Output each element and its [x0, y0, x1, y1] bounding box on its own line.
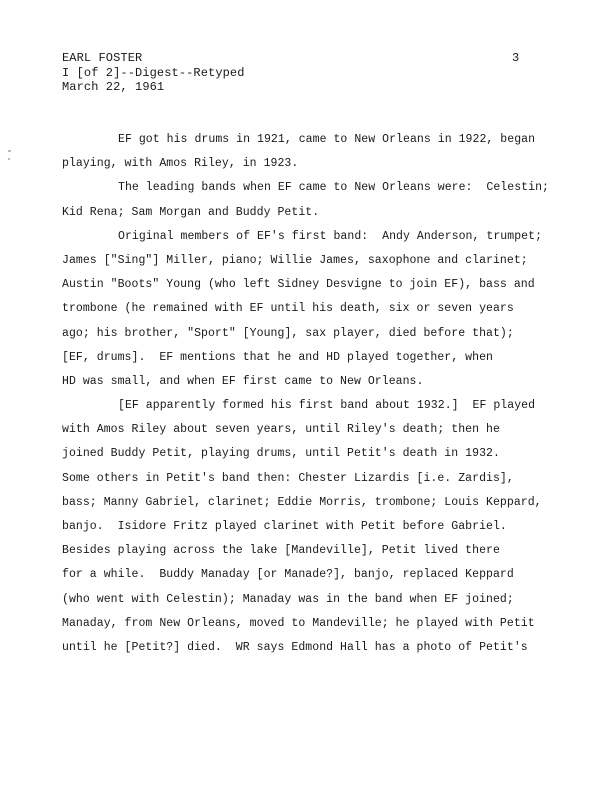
text-line: ago; his brother, "Sport" [Young], sax player, died before that); — [62, 326, 514, 340]
text-line: (who went with Celestin); Manaday was in the band when EF joined; — [62, 592, 514, 606]
text-line: The leading bands when EF came to New Orleans were: Celestin; — [118, 181, 549, 195]
scan-speck — [8, 150, 11, 152]
document-header — [62, 51, 245, 95]
text-line: Austin "Boots" Young (who left Sidney Desvigne to join EF), bass and — [62, 278, 535, 292]
text-line: EF got his drums in 1921, came to New Orleans in 1922, began — [118, 133, 536, 146]
text-line: Besides playing across the lake [Mandeville], Petit lived there — [62, 544, 500, 558]
scan-speck — [8, 158, 10, 160]
text-line: [EF apparently formed his first band about 1932.] EF played — [118, 399, 536, 413]
text-line: until he [Petit?] died. WR says Edmond Hall has a photo of Petit's — [62, 640, 528, 654]
text-line: HD was small, and when EF first came to New Orleans. — [62, 374, 424, 388]
text-line: playing, with Amos Riley, in 1923. — [62, 157, 299, 171]
text-line: with Amos Riley about seven years, until Riley's death; then he — [62, 423, 500, 437]
document-body — [62, 128, 602, 660]
text-line: joined Buddy Petit, playing drums, until Petit's death in 1932. — [62, 447, 500, 461]
text-line: trombone (he remained with EF until his death, six or seven years — [62, 302, 514, 316]
interview-date: March 22, 1961 — [62, 80, 165, 94]
interviewee-name: EARL FOSTER — [62, 51, 143, 65]
text-line: Manaday, from New Orleans, moved to Mandeville; he played with Petit — [62, 616, 535, 630]
text-line: James ["Sing"] Miller, piano; Willie James, saxophone and clarinet; — [62, 253, 528, 267]
text-line: bass; Manny Gabriel, clarinet; Eddie Morris, trombone; Louis Keppard, — [62, 495, 542, 509]
text-line: Some others in Petit's band then: Chester Lizardis [i.e. Zardis], — [62, 471, 514, 485]
text-line: banjo. Isidore Fritz played clarinet with Petit before Gabriel. — [62, 520, 507, 533]
text-line: Kid Rena; Sam Morgan and Buddy Petit. — [62, 205, 320, 219]
text-line: [EF, drums]. EF mentions that he and HD played together, when — [62, 350, 493, 364]
reel-info: I [of 2]--Digest--Retyped — [62, 65, 245, 80]
text-line: Original members of EF's first band: Andy Anderson, trumpet; — [118, 229, 543, 243]
page-number: 3 — [512, 51, 520, 65]
text-line: for a while. Buddy Manaday [or Manade?], banjo, replaced Keppard — [62, 568, 514, 582]
